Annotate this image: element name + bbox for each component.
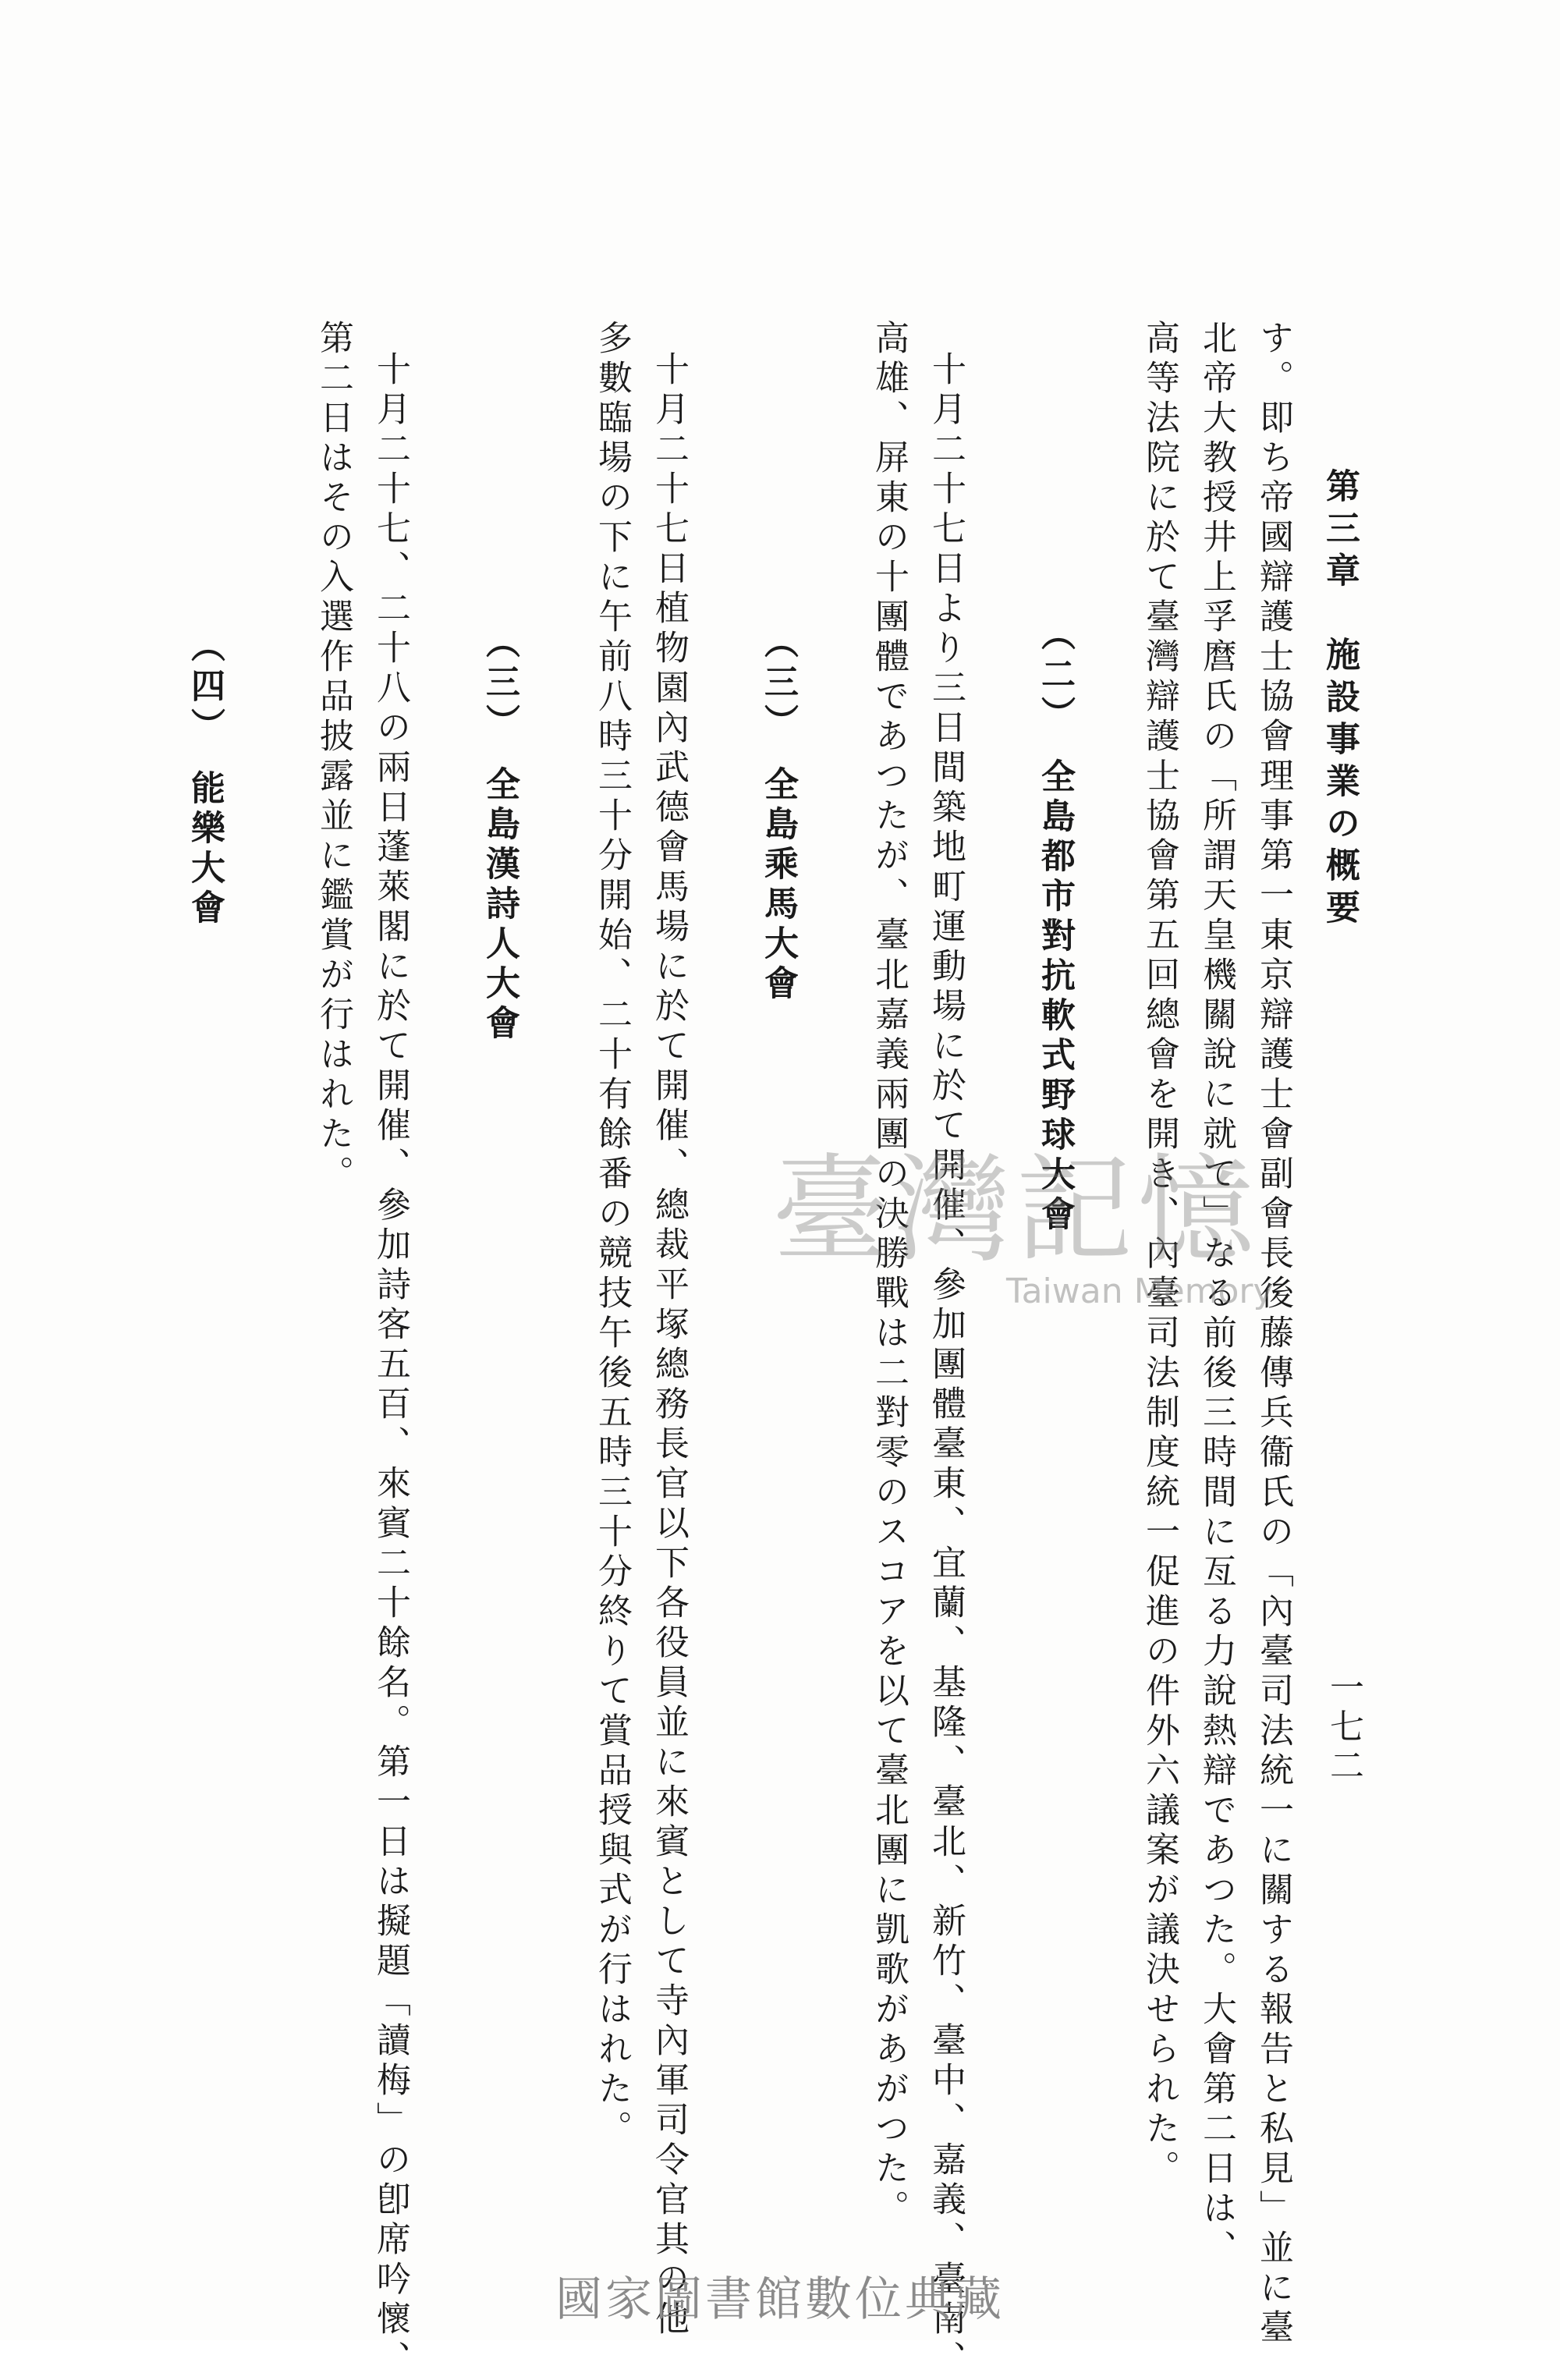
text-column-12: 第二日はその入選作品披露並に鑑賞が行はれた。 bbox=[314, 320, 353, 1195]
text-column-2: 北帝大教授井上孚麿氏の「所謂天皇機關說に就て」なる前後三時間に亙る力說熱辯であつた。大會第二日は、 bbox=[1197, 320, 1236, 2269]
text-column-11: 十月二十七、二十八の兩日蓬萊閣に於て開催、參加詩客五百、來賓二十餘名。第一日は擬題「讀梅」の卽席吟懷、 bbox=[370, 351, 410, 2380]
text-column-9: 多數臨場の下に午前八時三十分開始、二十有餘番の競技午後五時三十分終りて賞品授與式が行はれた。 bbox=[592, 320, 632, 2150]
watermark-subtitle: Taiwan Memory bbox=[1006, 1272, 1274, 1311]
chapter-title: 第三章 施設事業の概要 bbox=[1320, 468, 1360, 931]
text-column-5: 十月二十七日より三日間築地町運動場に於て開催、參加團體臺東、宜蘭、基隆、臺北、新竹、臺中、嘉義、臺南、 bbox=[926, 351, 966, 2380]
section-heading-4: （四） 能樂大會 bbox=[185, 628, 225, 929]
section-heading-2: （二） 全島都市對抗軟式野球大會 bbox=[1035, 616, 1075, 1236]
text-column-3: 高等法院に於て臺灣辯護士協會第五回總會を開き、內臺司法制度統一促進の件外六議案が議決せられた。 bbox=[1140, 320, 1179, 2190]
section-heading-3-equestrian: （三） 全島乘馬大會 bbox=[758, 624, 798, 1005]
page-number: 一七二 bbox=[1324, 1669, 1363, 1786]
section-heading-3-poetry: （三） 全島漢詩人大會 bbox=[480, 624, 519, 1045]
text-column-1: す。即ち帝國辯護士協會理事第一東京辯護士會副會長後藤傳兵衞氏の「內臺司法統一に關する報告と私見」並に臺 bbox=[1253, 320, 1293, 2349]
text-column-6: 高雄、屏東の十團體であつたが、臺北嘉義兩團の決勝戰は二對零のスコアを以て臺北團に凱歌があがつた。 bbox=[869, 320, 909, 2229]
text-column-8: 十月二十七日植物園內武德會馬場に於て開催、總裁平塚總務長官以下各役員並に來賓として寺內軍司令官其の他 bbox=[649, 351, 689, 2340]
footer-library-credit: 國家圖書館數位典藏 bbox=[555, 2272, 1005, 2327]
watermark-logo-text: 臺灣記憶 bbox=[772, 1143, 1260, 1279]
